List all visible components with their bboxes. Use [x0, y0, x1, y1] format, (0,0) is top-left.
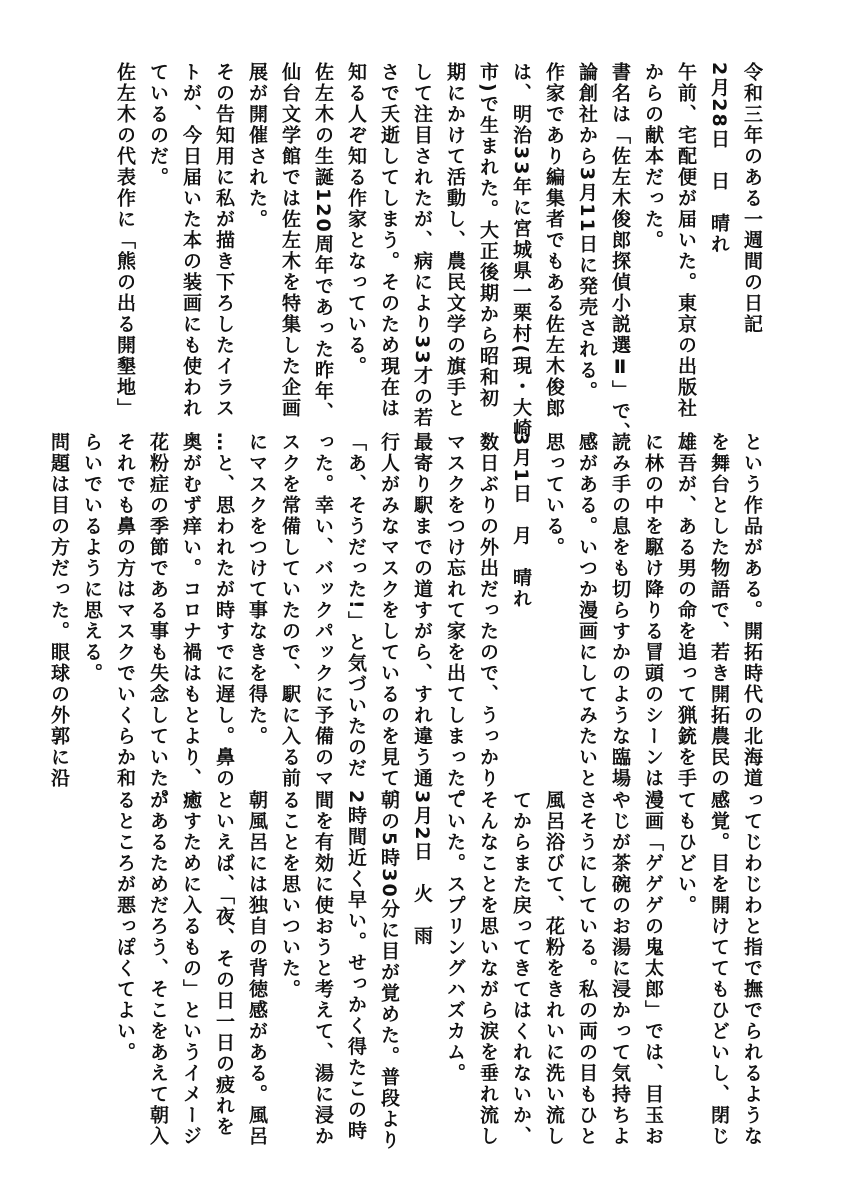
text-line: …と、思われたが時すでに遅し。鼻の: [213, 432, 235, 789]
text-line: った。幸い、バックパックに予備のマ: [312, 432, 334, 789]
text-line: 思っている。: [543, 432, 565, 558]
text-line: を舞台とした物語で、若き開拓農民の: [708, 432, 730, 789]
text-line: マスクをつけ忘れて家を出てしまった。: [444, 432, 466, 810]
text-line: やじが茶碗のお湯に浸かって気持ちよ: [609, 790, 631, 1147]
text-line: 「あ、そうだった!」と気づいたのだ: [345, 432, 367, 779]
text-line: といえば、「夜、その日一日の疲れを: [213, 790, 235, 1138]
text-line: 論創社から3月11日に発売される。: [576, 62, 598, 402]
text-line: 書名は「佐左木俊郎探偵小説選Ⅱ」で、: [609, 62, 631, 443]
text-line: それでも鼻の方はマスクでいくらか和: [114, 432, 136, 789]
text-line: らいでいるように思える。: [81, 432, 103, 684]
text-line: にマスクをつけて事なきを得た。: [246, 432, 268, 747]
text-line: 最寄り駅までの道すがら、すれ違う通: [411, 432, 433, 789]
text-line: して注目されたが、病により33才の若: [411, 62, 433, 429]
text-line: 佐左木の生誕120周年であった昨年、: [312, 62, 334, 423]
text-line: 仙台文学館では佐左木を特集した企画: [279, 62, 301, 419]
text-line: 令和三年のある一週間の日記: [741, 62, 763, 335]
text-line: 花粉症の季節である事も失念していた。: [147, 432, 169, 810]
text-line: 作家であり編集者でもある佐左木俊郎: [543, 62, 565, 419]
text-line: ているのだ。: [147, 62, 169, 188]
text-line: 3月1日 月 晴れ: [510, 432, 532, 610]
text-line: 2月28日 日 晴れ: [708, 62, 730, 255]
text-tier-top: [78, 62, 768, 443]
text-line: 朝風呂には独自の背徳感がある。風呂: [246, 790, 268, 1147]
text-line: 朝の5時30分に目が覚めた。普段より: [378, 790, 400, 1151]
text-tier-bottom: [78, 790, 768, 1151]
text-line: 癒すために入るもの」というイメージ: [180, 790, 202, 1147]
text-line: 展が開催された。: [246, 62, 268, 230]
text-line: 問題は目の方だった。眼球の外郭に沿: [48, 432, 70, 789]
text-line: 奥がむず痒い。コロナ禍はもとより、: [180, 432, 202, 789]
text-line: 3月2日 火 雨: [411, 790, 433, 947]
text-line: 知る人ぞ知る作家となっている。: [345, 62, 367, 377]
text-line: からの献本だった。: [642, 62, 664, 251]
text-line: ってじわじわと指で撫でられるような: [741, 790, 763, 1147]
text-line: スクを常備していたので、駅に入る前: [279, 432, 301, 789]
text-line: さで夭逝してしまう。そのため現在は: [378, 62, 400, 419]
text-line: 佐左木の代表作に「熊の出る開墾地」: [114, 62, 136, 419]
text-line: があるためだろう、そこをあえて朝入: [147, 790, 169, 1147]
text-line: 数日ぶりの外出だったので、うっかり: [477, 432, 499, 789]
text-line: てからまた戻ってきてはくれないか、: [510, 790, 532, 1147]
text-line: てもひどい。: [675, 790, 697, 916]
text-line: 行人がみなマスクをしているのを見て、: [378, 432, 400, 810]
text-line: 感覚。目を開けててもひどいし、閉じ: [708, 790, 730, 1147]
text-line: ていた。スプリングハズカム。: [444, 790, 466, 1084]
text-line: という作品がある。開拓時代の北海道: [741, 432, 763, 789]
text-line: 市)で生まれた。大正後期から昭和初: [477, 62, 499, 409]
text-line: トが、今日届いた本の装画にも使われ: [180, 62, 202, 419]
text-line: その告知用に私が描き下ろしたイラス: [213, 62, 235, 419]
text-line: るところが悪っぽくてよい。: [114, 790, 136, 1063]
text-line: 読み手の息をも切らすかのような臨場: [609, 432, 631, 789]
text-line: は、明治33年に宮城県一栗村(現・大崎: [510, 62, 532, 440]
text-line: さそうにしている。私の両の目もひと: [576, 790, 598, 1147]
text-line: 2時間近く早い。せっかく得たこの時: [345, 790, 367, 1142]
text-line: 間を有効に使おうと考えて、湯に浸か: [312, 790, 334, 1147]
text-line: 漫画「ゲゲゲの鬼太郎」では、目玉お: [642, 790, 664, 1147]
text-tier-middle: [48, 432, 768, 810]
text-line: ることを思いついた。: [279, 790, 301, 1000]
text-line: 感がある。いつか漫画にしてみたいと: [576, 432, 598, 789]
text-line: 午前、宅配便が届いた。東京の出版社: [675, 62, 697, 419]
text-line: に林の中を駆け降りる冒頭のシーンは、: [642, 432, 664, 810]
text-line: 期にかけて活動し、農民文学の旗手と: [444, 62, 466, 419]
text-line: 風呂浴びて、花粉をきれいに洗い流し: [543, 790, 565, 1147]
text-line: そんなことを思いながら涙を垂れ流し: [477, 790, 499, 1147]
text-line: 雄吾が、ある男の命を追って猟銃を手: [675, 432, 697, 789]
